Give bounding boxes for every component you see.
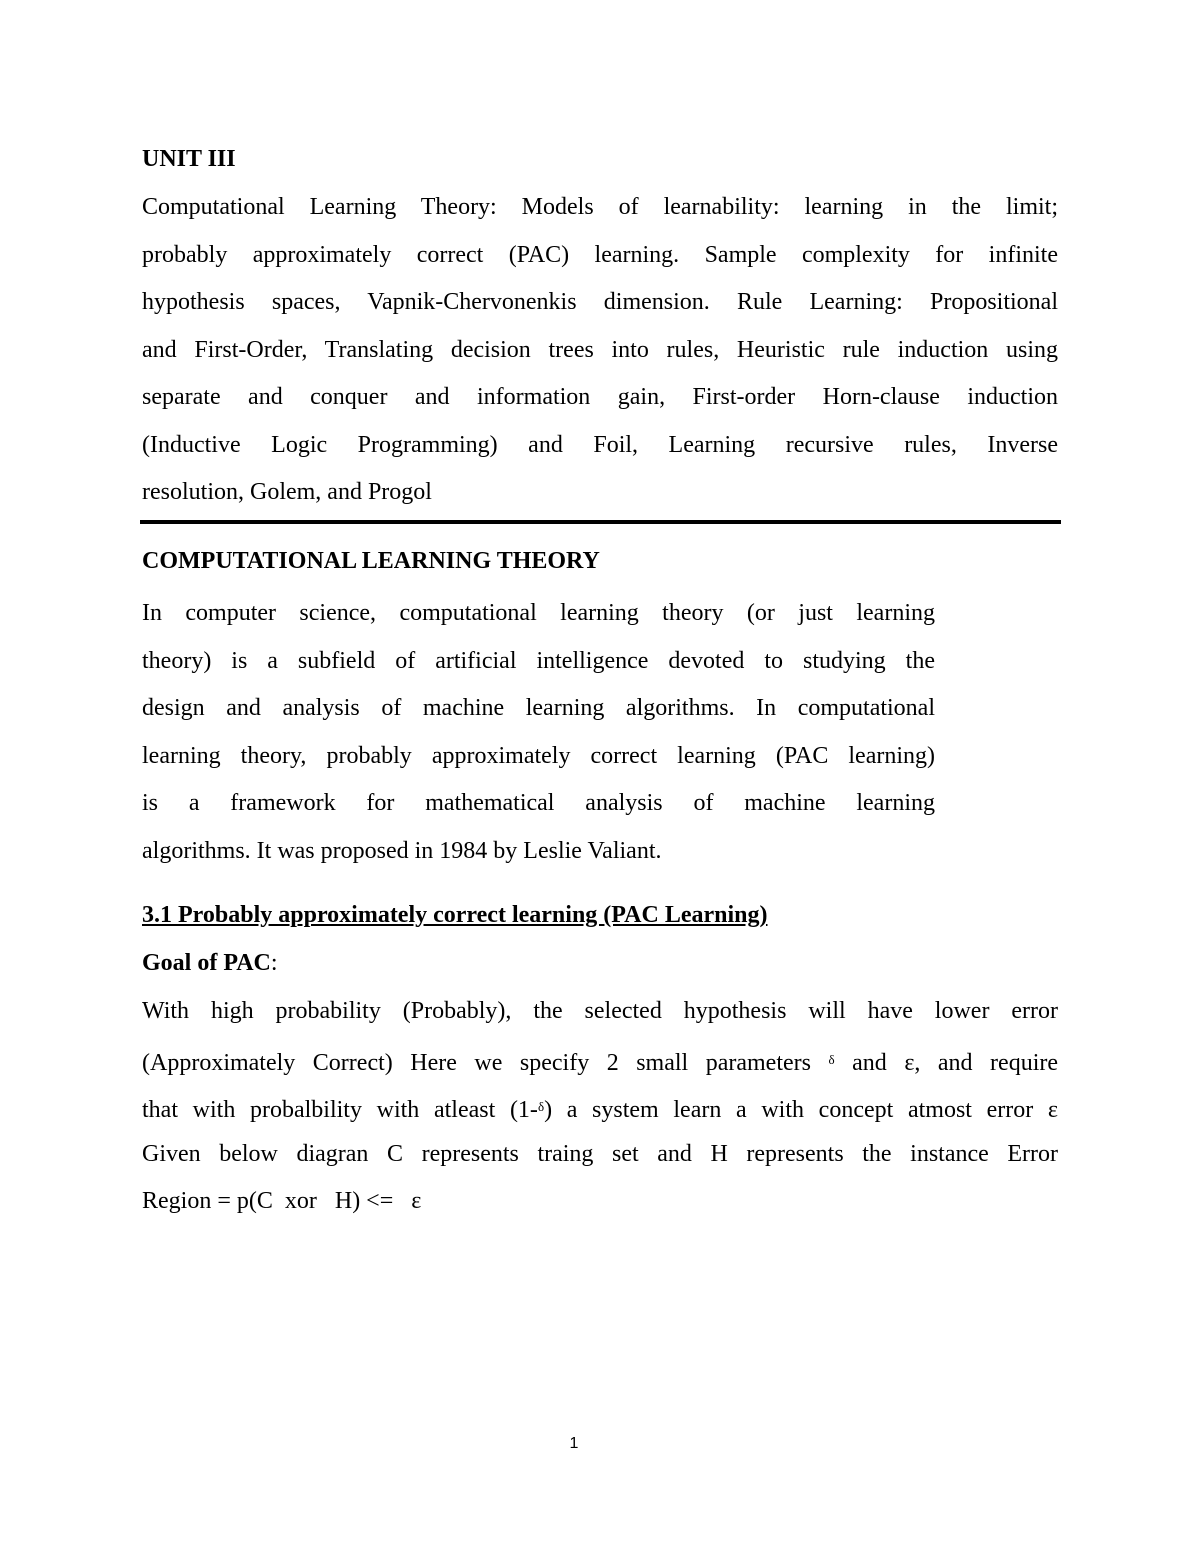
unit-title: UNIT III	[142, 146, 236, 172]
goal-line	[142, 1036, 1058, 1084]
goal-line-part: ) a system learn a with concept atmost error ε	[544, 1097, 1059, 1123]
goal-line-part: that with probalbility with atleast (1-	[142, 1097, 538, 1123]
syllabus-line: resolution, Golem, and Progol	[142, 479, 432, 505]
intro-paragraph	[142, 590, 935, 875]
goal-line: Given below diagran C represents traing set and H represents the instance Error	[142, 1140, 1058, 1167]
syllabus-line: hypothesis spaces, Vapnik-Chervonenkis dimension. Rule Learning: Propositional	[142, 289, 1058, 315]
page-number: 1	[569, 1435, 579, 1452]
goal-line	[142, 1083, 1058, 1131]
goal-paragraph	[142, 988, 1058, 1226]
intro-line: In computer science, computational learning theory (or just learning	[142, 600, 935, 626]
syllabus-line: Computational Learning Theory: Models of learnability: learning in the limit;	[142, 194, 1058, 220]
goal-label	[142, 948, 278, 978]
intro-line: algorithms. It was proposed in 1984 by Leslie Valiant.	[142, 837, 662, 864]
syllabus-line: and First-Order, Translating decision trees into rules, Heuristic rule induction using	[142, 336, 1058, 363]
goal-line: Region = p(C xor H) <= ε	[142, 1188, 422, 1214]
horizontal-divider	[140, 520, 1061, 524]
intro-line: learning theory, probably approximately correct learning (PAC learning)	[142, 742, 935, 769]
syllabus-line: (Inductive Logic Programming) and Foil, Learning recursive rules, Inverse	[142, 431, 1058, 458]
goal-line-part: and ε, and require	[852, 1049, 1059, 1076]
intro-line: design and analysis of machine learning algorithms. In computational	[142, 695, 935, 721]
goal-label-colon: :	[270, 950, 278, 976]
syllabus-line: separate and conquer and information gain, First-order Horn-clause induction	[142, 384, 1058, 410]
intro-line: is a framework for mathematical analysis of machine learning	[142, 790, 935, 816]
goal-label-text: Goal of PAC	[142, 950, 271, 976]
syllabus-paragraph	[142, 184, 1058, 517]
goal-line: With high probability (Probably), the selected hypothesis will have lower error	[142, 998, 1058, 1024]
section-heading: COMPUTATIONAL LEARNING THEORY	[142, 548, 600, 574]
intro-line: theory) is a subfield of artificial intelligence devoted to studying the	[142, 647, 935, 674]
goal-line-part: (Approximately Correct) Here we specify 2 small parameters	[142, 1049, 811, 1076]
delta-symbol: δ	[828, 1051, 835, 1067]
subsection-heading: 3.1 Probably approximately correct learning (PAC Learning)	[142, 902, 768, 928]
delta-symbol: δ	[537, 1099, 545, 1114]
syllabus-line: probably approximately correct (PAC) learning. Sample complexity for infinite	[142, 241, 1058, 268]
